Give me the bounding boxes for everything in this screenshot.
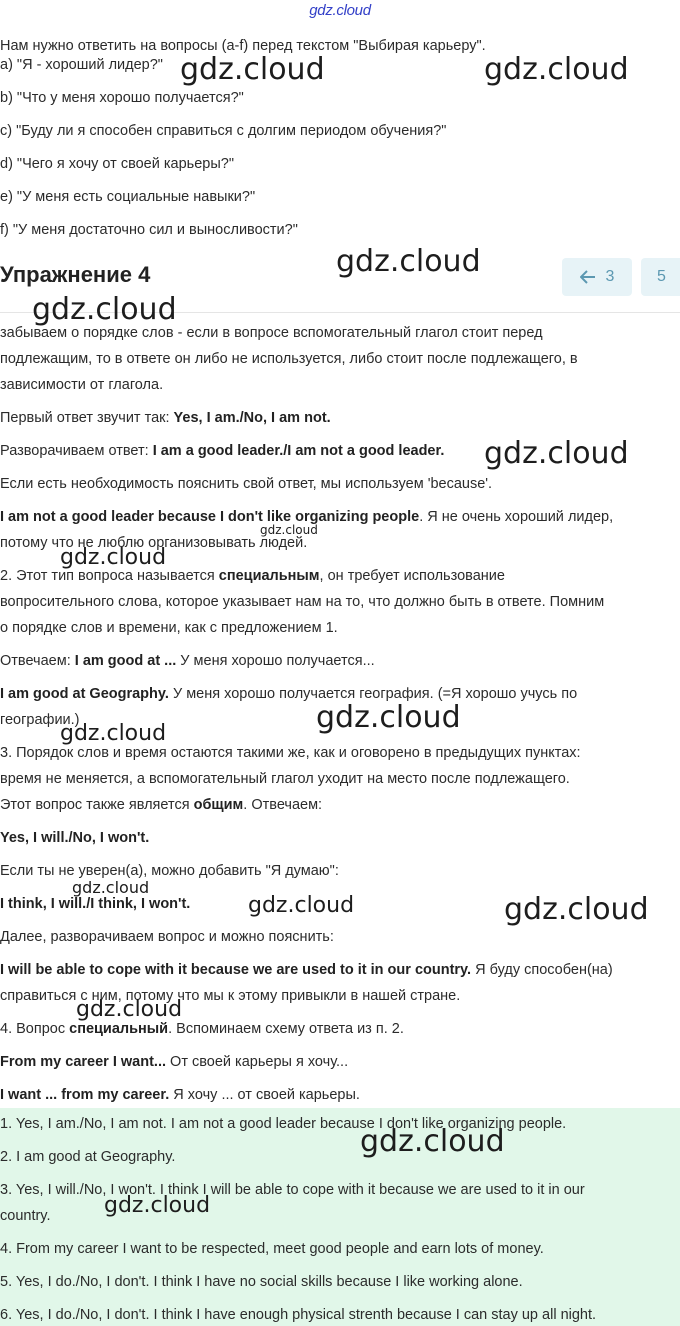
prev-exercise-label: 3 [605,268,615,285]
text: Этот вопрос также является [0,797,194,813]
bold-text: I am a good leader./I am not a good leader. [152,443,445,459]
bold-text: Yes, I will./No, I won't. [0,830,150,846]
text: . Вспоминаем схему ответа из п. 2. [168,1021,404,1037]
paragraph-line [0,1085,680,1105]
paragraph-line: Далее, разворачиваем вопрос и можно пояснить: [0,929,334,945]
text: . Отвечаем: [243,797,323,813]
watermark: gdz.cloud [336,244,481,279]
text: Отвечаем: [0,653,75,669]
paragraph-line: географии.) [0,712,80,728]
intro-line: Нам нужно ответить на вопросы (a-f) перед текстом "Выбирая карьеру". [0,38,486,54]
watermark: gdz.cloud [260,523,318,537]
answer-line: 4. From my career I want to be respected, meet good people and earn lots of money. [0,1241,544,1257]
intro-line: c) "Буду ли я способен справиться с долгим периодом обучения?" [0,123,447,139]
watermark: gdz.cloud [484,52,629,87]
watermark: gdz.cloud [32,292,177,327]
prev-exercise-button[interactable] [562,258,632,296]
next-exercise-label: 5 [657,268,666,285]
paragraph-line [0,507,680,527]
text: У меня хорошо получается география. (=Я хорошо учусь по [168,686,578,702]
bold-text: Yes, I am./No, I am not. [173,410,331,426]
bold-text: I want ... from my career. [0,1087,170,1103]
intro-line: d) "Чего я хочу от своей карьеры?" [0,156,234,172]
paragraph-line: вопросительного слова, которое указывает нам на то, что должно быть в ответе. Помним [0,594,605,610]
paragraph-line [0,408,680,428]
paragraph-line: подлежащим, то в ответе он либо не используется, либо стоит после подлежащего, в [0,351,578,367]
top-watermark: gdz.cloud [309,2,371,19]
answer-line: country. [0,1208,51,1224]
intro-line: a) "Я - хороший лидер?" [0,57,163,73]
next-exercise-button[interactable] [641,258,680,296]
watermark: gdz.cloud [76,997,183,1022]
answer-line: 6. Yes, I do./No, I don't. I think I have enough physical strenth because I can stay up all night. [0,1307,597,1323]
paragraph-line: Если ты не уверен(а), можно добавить "Я думаю": [0,863,339,879]
answer-line: 3. Yes, I will./No, I won't. I think I will be able to cope with it because we are used to it in our [0,1182,585,1198]
text: . Я не очень хороший лидер, [419,509,614,525]
answer-line: 2. I am good at Geography. [0,1149,176,1165]
bold-text: I think, I will./I think, I won't. [0,896,191,912]
watermark: gdz.cloud [60,721,167,746]
bold-text: I am not a good leader because I don't like organizing people [0,509,420,525]
text: Первый ответ звучит так: [0,410,174,426]
bold-text: From my career I want... [0,1054,167,1070]
paragraph-line: забываем о порядке слов - если в вопросе вспомогательный глагол стоит перед [0,325,543,341]
bold-text: I am good at ... [74,653,177,669]
watermark: gdz.cloud [104,1193,211,1218]
bold-text: I will be able to cope with it because we are used to it in our country. [0,962,472,978]
bold-text: специальный [69,1021,169,1037]
text: У меня хорошо получается... [176,653,375,669]
bold-text: I am good at Geography. [0,686,169,702]
text: 2. Этот тип вопроса называется [0,568,219,584]
arrow-left-icon [580,270,596,284]
text: Я буду способен(на) [471,962,613,978]
paragraph-line: справиться с ним, потому что мы к этому привыкли в нашей стране. [0,988,461,1004]
paragraph-line [0,828,680,848]
paragraph-line: время не меняется, а вспомогательный глагол уходит на место после подлежащего. [0,771,570,787]
text: 4. Вопрос [0,1021,70,1037]
exercise-title: Упражнение 4 [0,262,151,287]
intro-line: f) "У меня достаточно сил и выносливости?" [0,222,298,238]
watermark: gdz.cloud [180,52,325,87]
intro-line: b) "Что у меня хорошо получается?" [0,90,244,106]
watermark: gdz.cloud [72,878,150,897]
answer-line: 5. Yes, I do./No, I don't. I think I have no social skills because I like working alone. [0,1274,523,1290]
paragraph-line [0,1019,680,1039]
bold-text: специальным [218,568,320,584]
watermark: gdz.cloud [484,436,629,471]
text: Я хочу ... от своей карьеры. [169,1087,360,1103]
watermark: gdz.cloud [504,892,649,927]
watermark: gdz.cloud [360,1124,505,1159]
text: От своей карьеры я хочу... [166,1054,349,1070]
paragraph-line [0,795,680,815]
paragraph-line: потому что не люблю организовывать людей. [0,535,308,551]
paragraph-line [0,651,680,671]
text: , он требует использование [319,568,505,584]
paragraph-line: Если есть необходимость пояснить свой ответ, мы используем 'because'. [0,476,493,492]
bold-text: общим [193,797,244,813]
watermark: gdz.cloud [316,700,461,735]
paragraph-line: о порядке слов и времени, как с предложением 1. [0,620,338,636]
paragraph-line: зависимости от глагола. [0,377,164,393]
intro-line: e) "У меня есть социальные навыки?" [0,189,256,205]
watermark: gdz.cloud [248,893,355,918]
paragraph-line [0,1052,680,1072]
text: Разворачиваем ответ: [0,443,153,459]
answer-line: 1. Yes, I am./No, I am not. I am not a good leader because I don't like organizing people. [0,1116,567,1132]
watermark: gdz.cloud [60,545,167,570]
paragraph-line: 3. Порядок слов и время остаются такими же, как и оговорено в предыдущих пунктах: [0,745,581,761]
paragraph-line [0,960,680,980]
